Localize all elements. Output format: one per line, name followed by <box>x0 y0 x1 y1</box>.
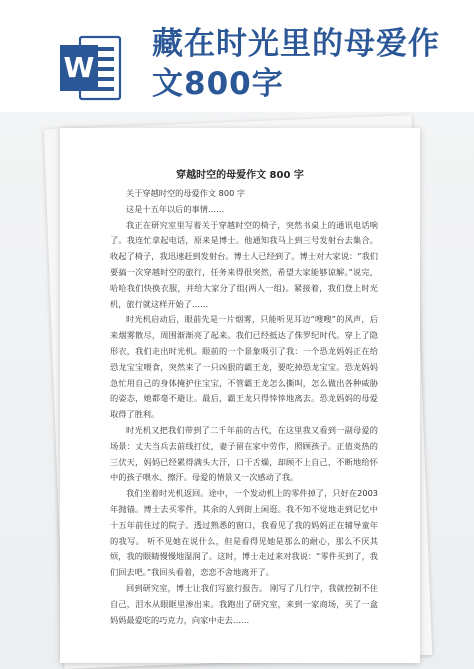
document-title: 穿越时空的母爱作文 800 字 <box>176 170 304 181</box>
document-page <box>60 128 420 663</box>
word-document-icon <box>60 34 122 102</box>
banner-title: 藏在时光里的母爱作文800字 <box>152 26 440 102</box>
document-body <box>110 186 378 628</box>
paragraph-subtitle: 关于穿越时空的母爱作文 800 字 <box>126 188 246 198</box>
banner <box>0 0 474 112</box>
paragraph: 时光机启动后，眼前先是一片烟雾，只能听见耳边“嗖嗖”的风声，后来烟雾散尽，周围渐渐亮了起来。我们已经抵达了侏罗纪时代。穿上了隐形衣，我们走出时光机。眼前的一个景象吸引了我：一个恐龙妈妈正在给恐龙宝宝喂食，突然来了一只凶狠的霸王龙，要吃掉恐龙宝宝。恐龙妈妈急忙用自己的身体掩护住宝宝，不管霸王龙怎么撕叫，怎么做出各种威胁的姿态，她都毫不避让。最后，霸王龙只得悻悻地离去。恐龙妈妈的母爱取得了胜利。 <box>110 314 378 420</box>
paragraph: 回到研究室，博士让我们写旅行报告。 刚写了几行字，我就控制不住自己，泪水从眼眶里渗出来。我跑出了研究室，来到一家商场，买了一盒妈妈最爱吃的巧克力，向家中走去…… <box>110 582 378 625</box>
paragraph: 我们坐着时光机返回。途中，一个发动机上的零件掉了，只好在2003 年抛锚。博士去买零件，其余的人到街上闲逛。我不知不觉地走到记忆中十五年前住过的院子。透过熟悉的窗口，我看见了我的妈妈正在辅导童年的我写。 听不见她在说什么，但是看得见她是那么的耐心，那么不厌其烦，我的眼睛慢慢地湿润了。这时，博士走过来对我说：“零件买到了，我们回去吧。”我回头看着，恋恋不舍地离开了。 <box>110 488 378 578</box>
paragraph-intro: 这是十五年以后的事情…… <box>126 203 225 214</box>
paragraph: 我正在研究室里写着关于穿越时空的椅子，突然书桌上的通讯电话响了。我连忙拿起电话，原来是博士。他通知我马上到三号发射台去集合。收起了椅子，我迅速赶到发射台。博士人已经到了。博士对大家说：“我们要搞一次穿越时空的旅行，任务来得很突然，希望大家能够谅解。”说完，哈哈我们快换衣服，并给大家分了组(两人一组)。紧接着，我们登上时光机，旅行就这样开始了…… <box>110 219 378 309</box>
word-logo-letter: W <box>63 51 95 84</box>
paragraph: 时光机又把我们带到了二千年前的古代，在这里我又看到一副母爱的场景：丈夫当兵去前线打仗，妻子留在家中劳作，照顾孩子。正值炎热的三伏天，妈妈已经累得满头大汗，口干舌燥，却顾不上自己，不断地给怀中的孩子喂水、擦汗。母爱的情景又一次感动了我。 <box>110 424 378 483</box>
